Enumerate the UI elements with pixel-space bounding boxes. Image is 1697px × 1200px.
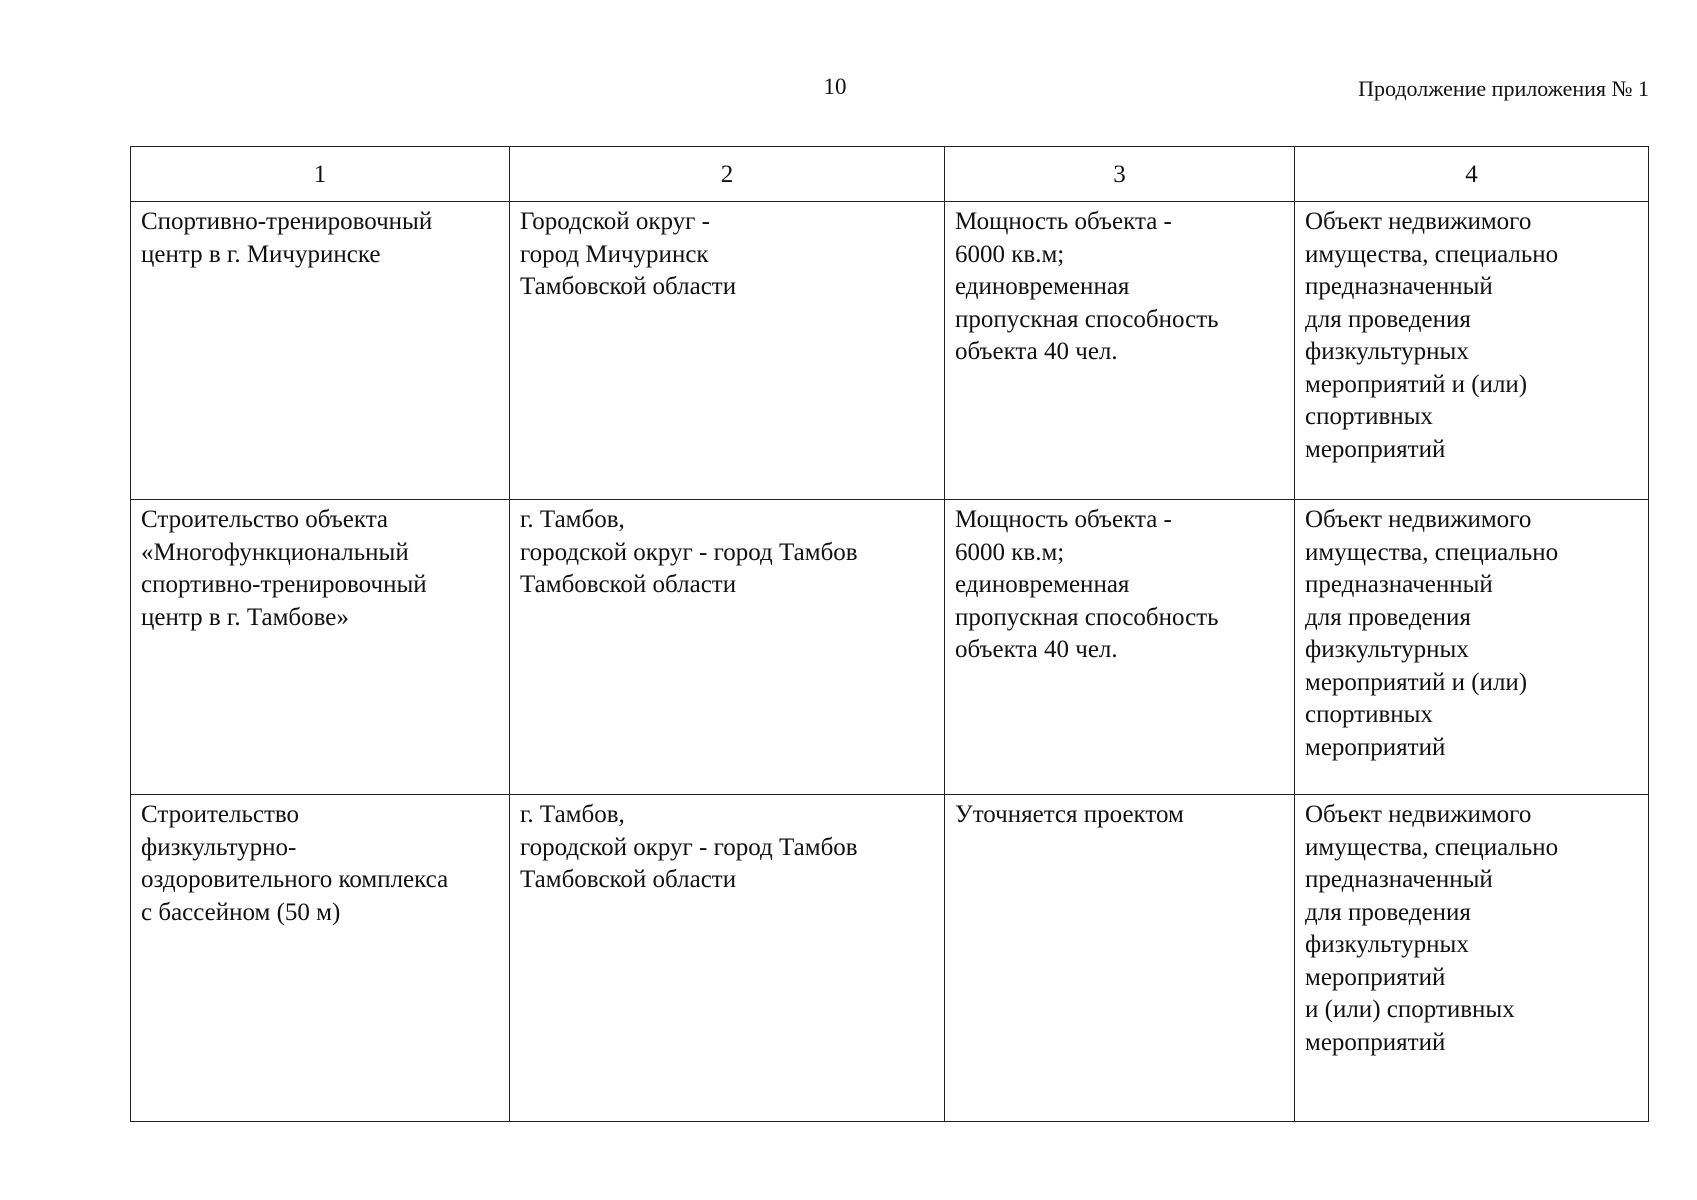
object-name-cell: Спортивно-тренировочный центр в г. Мичуринске — [131, 202, 510, 500]
column-header-2: 2 — [510, 147, 945, 202]
purpose-cell: Объект недвижимого имущества, специально предназначенный для проведения физкультурных мероприятий и (или) спортивных мероприятий — [1295, 795, 1649, 1122]
annex-continuation-label: Продолжение приложения № 1 — [1358, 76, 1649, 101]
purpose-cell: Объект недвижимого имущества, специально предназначенный для проведения физкультурных мероприятий и (или) спортивных мероприятий — [1295, 202, 1649, 500]
column-header-4: 4 — [1295, 147, 1649, 202]
purpose-cell: Объект недвижимого имущества, специально предназначенный для проведения физкультурных мероприятий и (или) спортивных мероприятий — [1295, 500, 1649, 795]
capacity-cell: Уточняется проектом — [945, 795, 1295, 1122]
capacity-cell: Мощность объекта - 6000 кв.м; единовременная пропускная способность объекта 40 чел. — [945, 500, 1295, 795]
location-cell: г. Тамбов, городской округ - город Тамбов Тамбовской области — [510, 795, 945, 1122]
location-cell: Городской округ - город Мичуринск Тамбовской области — [510, 202, 945, 500]
capacity-cell: Мощность объекта - 6000 кв.м; единовременная пропускная способность объекта 40 чел. — [945, 202, 1295, 500]
object-name-cell: Строительство физкультурно- оздоровительного комплекса с бассейном (50 м) — [131, 795, 510, 1122]
location-cell: г. Тамбов, городской округ - город Тамбов Тамбовской области — [510, 500, 945, 795]
column-header-1: 1 — [131, 147, 510, 202]
table-row — [131, 795, 1649, 1122]
page-number: 10 — [823, 74, 847, 99]
table-row — [131, 500, 1649, 795]
table-header-row — [131, 147, 1649, 202]
annex-table — [130, 146, 1649, 1122]
table-row — [131, 202, 1649, 500]
column-header-3: 3 — [945, 147, 1295, 202]
object-name-cell: Строительство объекта «Многофункциональный спортивно-тренировочный центр в г. Тамбове» — [131, 500, 510, 795]
